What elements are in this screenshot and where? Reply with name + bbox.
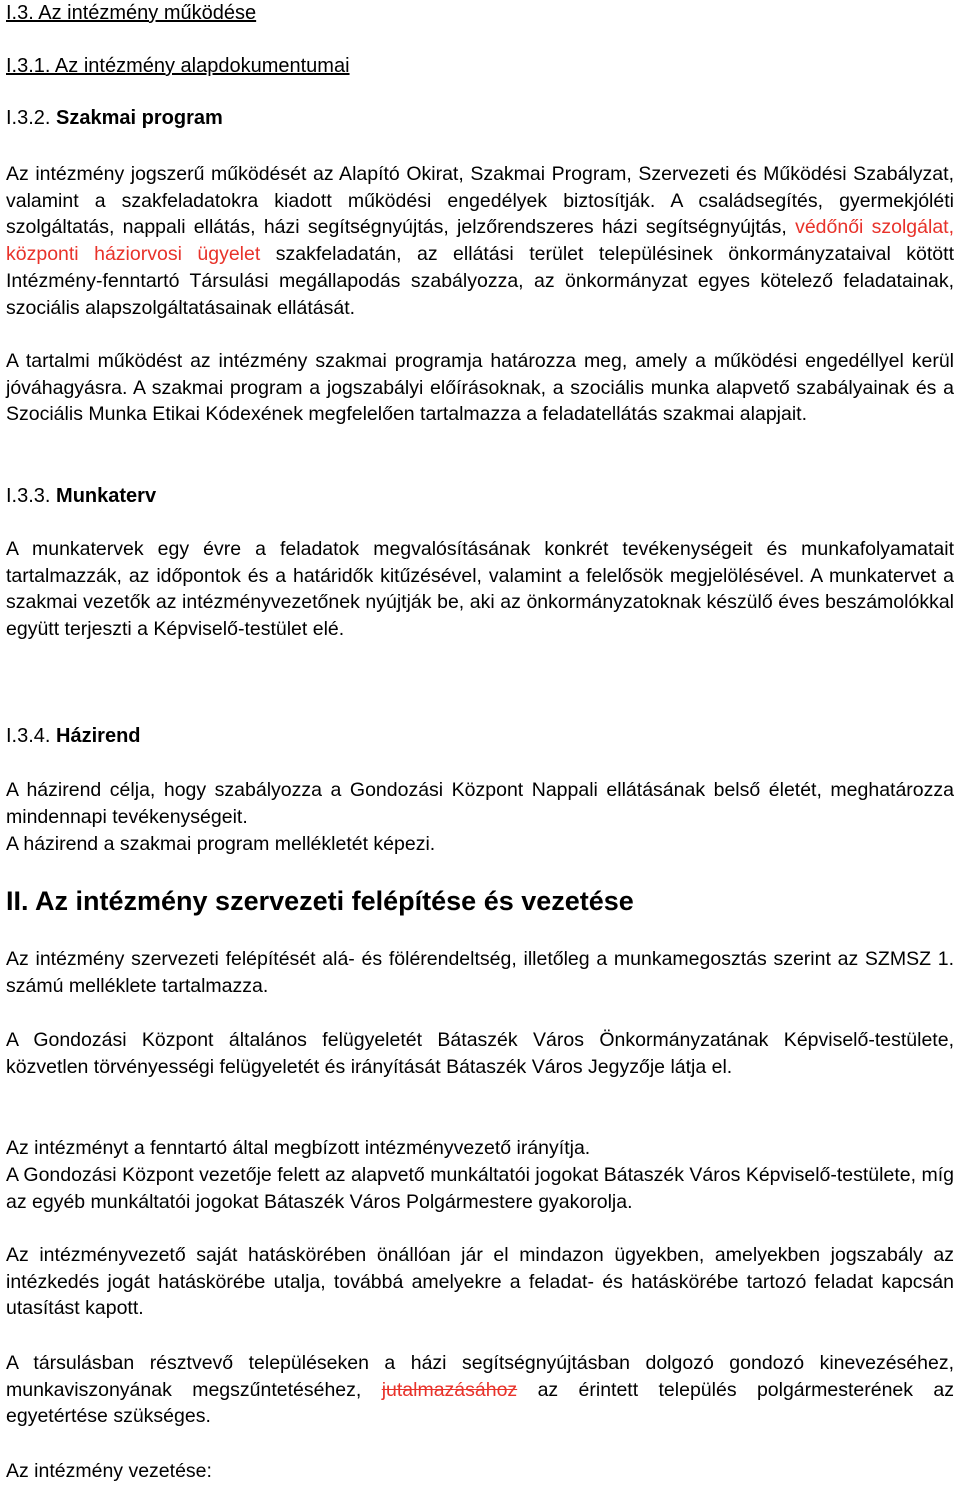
chapter-title: Az intézmény szervezeti felépítése és vezetése — [35, 886, 634, 916]
section-heading-i33 — [6, 483, 156, 509]
paragraph: Az intézményt a fenntartó által megbízott intézményvezető irányítja. — [6, 1137, 591, 1159]
section-number: I.3.2. — [6, 107, 51, 129]
paragraph: A munkatervek egy évre a feladatok megvalósításának konkrét tevékenységeit és munkafolyamatait tartalmazzák, az időpontok és a határidők kitűzésével, valamint a felelősök megjelölésével. A munkatervet a szakmai vezetők az intézményvezetőnek nyújtják be, aki az önkormányzatoknak készülő éves beszámolókkal együtt terjeszti a Képviselő-testület elé. — [6, 538, 954, 641]
section-heading-i3: I.3. Az intézmény működése — [6, 2, 257, 24]
paragraph-text: az érintett település polgármesterének az egyetértése szükséges. — [6, 1378, 954, 1428]
section-title: Szakmai program — [56, 107, 223, 129]
section-title: Házirend — [56, 725, 141, 747]
paragraph-text: Az intézmény jogszerű működését az Alapító Okirat, Szakmai Program, Szervezeti és Működési Szabályzat, valamint a szakfeladatokra kiadott működési engedélyek biztosítják. — [6, 163, 954, 212]
revision-deleted-text: jutalmazásához — [381, 1378, 518, 1401]
paragraph — [6, 1350, 954, 1430]
chapter-heading-ii — [6, 884, 634, 918]
section-title: Munkaterv — [56, 485, 157, 507]
paragraph: Az intézményvezető saját hatáskörében önállóan jár el mindazon ügyekben, amelyekben jogszabály az intézkedés jogát hatáskörébe utalja, továbbá amelyekre a feladat- és hatáskörébe tartozó feladat kapcsán utasítást kapott. — [6, 1244, 954, 1320]
section-heading-i32 — [6, 105, 223, 131]
paragraph: A házirend célja, hogy szabályozza a Gondozási Központ Nappali ellátásának belső életét, meghatározza mindennapi tevékenységeit. — [6, 779, 954, 828]
paragraph — [6, 161, 954, 321]
paragraph-text: A családsegítés, gyermekjóléti szolgáltatás, nappali ellátás, házi segítségnyújtás, jelzőrendszeres házi segítségnyújtás, — [6, 189, 954, 239]
section-number: I.3.3. — [6, 485, 51, 507]
section-number: I.3.4. — [6, 725, 51, 747]
paragraph: A tartalmi működést az intézmény szakmai programja határozza meg, amely a működési engedéllyel kerül jóváhagyásra. A szakmai program a jogszabályi előírásoknak, a szociális munka alapvető szabályainak és a Szociális Munka Etikai Kódexének megfelelően tartalmazza a feladatellátás szakmai alapjait. — [6, 350, 954, 426]
paragraph-text: A társulásban résztvevő településeken a házi segítségnyújtásban dolgozó gondozó kinevezéséhez, munkaviszonyának megszűntetéséhez, — [6, 1352, 954, 1401]
paragraph: A Gondozási Központ vezetője felett az alapvető munkáltatói jogokat Bátaszék Város Képviselő-testülete, míg az egyéb munkáltatói jogokat Bátaszék Város Polgármestere gyakorolja. — [6, 1164, 954, 1213]
paragraph: Az intézmény vezetése: — [6, 1460, 212, 1482]
paragraph: A Gondozási Központ általános felügyeletét Bátaszék Város Önkormányzatának Képviselő-testülete, közvetlen törvényességi felügyeletét és irányítását Bátaszék Város Jegyzője látja el. — [6, 1029, 954, 1078]
revision-inserted-text: védőnői szolgálat, központi háziorvosi ügyelet — [6, 216, 955, 266]
section-heading-i34 — [6, 723, 141, 749]
paragraph-text: szakfeladatán, az ellátási terület településinek önkormányzataival kötött Intézmény-fenntartó Társulási megállapodás szabályozza, az önkormányzat egyes kötelező feladatainak, szociális alapszolgáltatásainak ellátását. — [6, 243, 954, 319]
paragraph: Az intézmény szervezeti felépítését alá- és fölérendeltség, illetőleg a munkamegosztás szerint az SZMSZ 1. számú melléklete tartalmazza. — [6, 948, 954, 997]
chapter-number: II. — [6, 886, 29, 916]
section-heading-i31: I.3.1. Az intézmény alapdokumentumai — [6, 55, 350, 77]
paragraph: A házirend a szakmai program mellékletét képezi. — [6, 833, 436, 855]
